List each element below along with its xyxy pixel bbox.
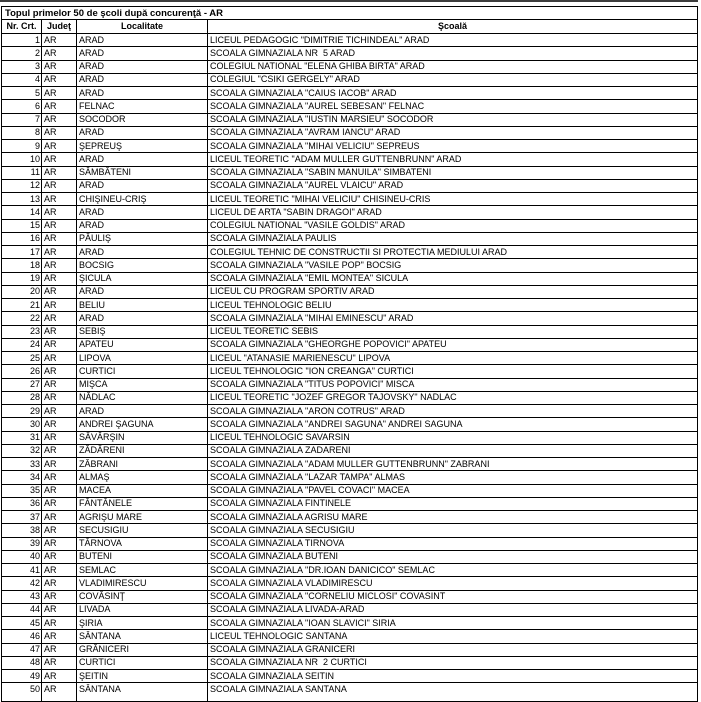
cell-scoala: SCOALA GIMNAZIALA ZADARENI <box>210 445 351 456</box>
cell-judet: AR <box>42 365 77 377</box>
table-row <box>2 167 697 180</box>
cell-judet: AR <box>42 312 77 324</box>
cell-nr: 48 <box>2 657 42 669</box>
cell-judet: AR <box>42 498 77 510</box>
cell-scoala: SCOALA GIMNAZIALA "MIHAI VELICIU" SEPREUS <box>210 140 420 151</box>
cell-scoala: SCOALA GIMNAZIALA FINTINELE <box>210 498 352 509</box>
cell-nr: 37 <box>2 511 42 523</box>
cell-nr: 9 <box>2 140 42 152</box>
cell-judet: AR <box>42 34 77 46</box>
cell-nr: 40 <box>2 551 42 563</box>
table-row <box>2 551 697 564</box>
cell-judet: AR <box>42 153 77 165</box>
cell-nr: 16 <box>2 233 42 245</box>
table-row <box>2 273 697 286</box>
cell-scoala: COLEGIUL NATIONAL "ELENA GHIBA BIRTA" ARAD <box>210 61 425 72</box>
table-row <box>2 100 697 113</box>
cell-judet: AR <box>42 630 77 642</box>
top-rule <box>0 0 698 2</box>
table-row <box>2 564 697 577</box>
table-row <box>2 418 697 431</box>
table-header-row <box>2 20 697 34</box>
cell-judet: AR <box>42 591 77 603</box>
cell-nr: 44 <box>2 604 42 616</box>
cell-nr: 12 <box>2 180 42 192</box>
table-row <box>2 339 697 352</box>
cell-localitate: ALMAŞ <box>77 471 208 483</box>
cell-scoala: SCOALA GIMNAZIALA "AVRAM IANCU" ARAD <box>210 127 401 138</box>
cell-judet: AR <box>42 286 77 298</box>
cell-judet: AR <box>42 299 77 311</box>
cell-scoala: SCOALA GIMNAZIALA NR 5 ARAD <box>210 47 356 58</box>
cell-localitate: VLADIMIRESCU <box>77 577 208 589</box>
cell-nr: 30 <box>2 418 42 430</box>
cell-judet: AR <box>42 564 77 576</box>
table-row <box>2 683 697 696</box>
cell-judet: AR <box>42 551 77 563</box>
cell-localitate: ŞICULA <box>77 273 208 285</box>
table-row <box>2 140 697 153</box>
cell-scoala: LICEUL TEORETIC "JOZEF GREGOR TAJOVSKY" NADLAC <box>210 392 457 403</box>
cell-nr: 41 <box>2 564 42 576</box>
cell-judet: AR <box>42 61 77 73</box>
cell-localitate: ARAD <box>77 286 208 298</box>
cell-nr: 31 <box>2 432 42 444</box>
table-row <box>2 34 697 47</box>
cell-nr: 1 <box>2 34 42 46</box>
cell-localitate: AGRIŞU MARE <box>77 511 208 523</box>
cell-judet: AR <box>42 418 77 430</box>
table-row <box>2 74 697 87</box>
cell-scoala: COLEGIUL NATIONAL "VASILE GOLDIS" ARAD <box>210 220 405 231</box>
cell-localitate: CHIŞINEU-CRIŞ <box>77 193 208 205</box>
cell-judet: AR <box>42 458 77 470</box>
table-row <box>2 114 697 127</box>
cell-scoala: LICEUL TEORETIC "MIHAI VELICIU" CHISINEU-CRIS <box>210 193 431 204</box>
cell-scoala: SCOALA GIMNAZIALA "TITUS POPOVICI" MISCA <box>210 379 415 390</box>
cell-localitate: CURTICI <box>77 657 208 669</box>
cell-scoala: COLEGIUL "CSIKI GERGELY" ARAD <box>210 74 360 85</box>
cell-scoala: SCOALA GIMNAZIALA "SABIN MANUILA" SIMBATENI <box>210 167 432 178</box>
cell-nr: 18 <box>2 259 42 271</box>
cell-scoala: SCOALA GIMNAZIALA "ADAM MULLER GUTTENBRUNN" ZABRANI <box>210 458 490 469</box>
table-row <box>2 299 697 312</box>
cell-scoala: SCOALA GIMNAZIALA LIVADA-ARAD <box>210 604 365 615</box>
cell-judet: AR <box>42 220 77 232</box>
cell-localitate: SĂVÂRŞIN <box>77 432 208 444</box>
table-row <box>2 485 697 498</box>
cell-nr: 3 <box>2 61 42 73</box>
cell-scoala: SCOALA GIMNAZIALA GRANICERI <box>210 644 356 655</box>
table-row <box>2 591 697 604</box>
cell-judet: AR <box>42 432 77 444</box>
cell-scoala: SCOALA GIMNAZIALA PAULIS <box>210 233 337 244</box>
cell-nr: 46 <box>2 630 42 642</box>
table-row <box>2 312 697 325</box>
cell-scoala: SCOALA GIMNAZIALA "AUREL VLAICU" ARAD <box>210 180 404 191</box>
cell-localitate: LIVADA <box>77 604 208 616</box>
cell-nr: 28 <box>2 392 42 404</box>
column-header-nr: Nr. Crt. <box>2 20 42 33</box>
cell-judet: AR <box>42 604 77 616</box>
cell-localitate: ZĂBRANI <box>77 458 208 470</box>
cell-nr: 19 <box>2 273 42 285</box>
table-row <box>2 87 697 100</box>
cell-scoala: SCOALA GIMNAZIALA "LAZAR TAMPA" ALMAS <box>210 471 405 482</box>
cell-localitate: ARAD <box>77 312 208 324</box>
cell-localitate: ARAD <box>77 34 208 46</box>
cell-scoala: SCOALA GIMNAZIALA TIRNOVA <box>210 538 345 549</box>
cell-nr: 24 <box>2 339 42 351</box>
cell-localitate: ZĂDĂRENI <box>77 445 208 457</box>
cell-judet: AR <box>42 100 77 112</box>
cell-scoala: LICEUL TEHNOLOGIC BELIU <box>210 299 332 310</box>
cell-nr: 39 <box>2 538 42 550</box>
cell-nr: 47 <box>2 644 42 656</box>
cell-nr: 32 <box>2 445 42 457</box>
cell-localitate: ŞIRIA <box>77 617 208 629</box>
table-row <box>2 259 697 272</box>
table-row <box>2 458 697 471</box>
table-row <box>2 127 697 140</box>
cell-judet: AR <box>42 259 77 271</box>
table-row <box>2 206 697 219</box>
table-title: Topul primelor 50 de şcoli după concurenţă - AR <box>2 7 697 20</box>
cell-judet: AR <box>42 246 77 258</box>
cell-nr: 11 <box>2 167 42 179</box>
cell-judet: AR <box>42 538 77 550</box>
cell-localitate: ARAD <box>77 206 208 218</box>
cell-judet: AR <box>42 670 77 682</box>
cell-nr: 27 <box>2 379 42 391</box>
cell-localitate: ARAD <box>77 47 208 59</box>
cell-judet: AR <box>42 471 77 483</box>
cell-localitate: ŞEITIN <box>77 670 208 682</box>
cell-localitate: BUTENI <box>77 551 208 563</box>
cell-nr: 26 <box>2 365 42 377</box>
cell-scoala: SCOALA GIMNAZIALA NR 2 CURTICI <box>210 657 367 668</box>
cell-judet: AR <box>42 577 77 589</box>
cell-judet: AR <box>42 140 77 152</box>
table-row <box>2 670 697 683</box>
cell-judet: AR <box>42 180 77 192</box>
cell-localitate: APATEU <box>77 339 208 351</box>
cell-nr: 45 <box>2 617 42 629</box>
cell-judet: AR <box>42 524 77 536</box>
table-row <box>2 246 697 259</box>
cell-scoala: SCOALA GIMNAZIALA "CAIUS IACOB" ARAD <box>210 87 397 98</box>
column-header-judet: Judeţ <box>42 20 77 33</box>
table-row <box>2 445 697 458</box>
cell-judet: AR <box>42 339 77 351</box>
cell-scoala: COLEGIUL TEHNIC DE CONSTRUCTII SI PROTECTIA MEDIULUI ARAD <box>210 246 508 257</box>
cell-localitate: CURTICI <box>77 365 208 377</box>
cell-scoala: SCOALA GIMNAZIALA SEITIN <box>210 670 335 681</box>
cell-nr: 34 <box>2 471 42 483</box>
table-row <box>2 471 697 484</box>
cell-localitate: ARAD <box>77 87 208 99</box>
table-row <box>2 392 697 405</box>
table-row <box>2 47 697 60</box>
cell-localitate: SEMLAC <box>77 564 208 576</box>
cell-localitate: SÂMBĂTENI <box>77 167 208 179</box>
cell-scoala: LICEUL PEDAGOGIC "DIMITRIE TICHINDEAL" ARAD <box>210 34 430 45</box>
table-row <box>2 538 697 551</box>
cell-localitate: MIŞCA <box>77 379 208 391</box>
cell-nr: 2 <box>2 47 42 59</box>
cell-judet: AR <box>42 193 77 205</box>
table-row <box>2 511 697 524</box>
cell-localitate: LIPOVA <box>77 352 208 364</box>
cell-scoala: SCOALA GIMNAZIALA "IUSTIN MARSIEU" SOCODOR <box>210 114 434 125</box>
cell-judet: AR <box>42 511 77 523</box>
cell-scoala: SCOALA GIMNAZIALA "DR.IOAN DANICICO" SEMLAC <box>210 564 435 575</box>
cell-localitate: ARAD <box>77 74 208 86</box>
cell-localitate: SÂNTANA <box>77 630 208 642</box>
cell-nr: 20 <box>2 286 42 298</box>
cell-nr: 29 <box>2 405 42 417</box>
cell-scoala: SCOALA GIMNAZIALA SECUSIGIU <box>210 524 355 535</box>
cell-nr: 43 <box>2 591 42 603</box>
cell-nr: 6 <box>2 100 42 112</box>
cell-scoala: LICEUL TEORETIC "ADAM MULLER GUTTENBRUNN" ARAD <box>210 153 462 164</box>
cell-nr: 38 <box>2 524 42 536</box>
cell-nr: 21 <box>2 299 42 311</box>
table-row <box>2 352 697 365</box>
cell-localitate: ARAD <box>77 127 208 139</box>
table-row <box>2 153 697 166</box>
cell-judet: AR <box>42 657 77 669</box>
cell-localitate: TÂRNOVA <box>77 538 208 550</box>
cell-scoala: SCOALA GIMNAZIALA "GHEORGHE POPOVICI" APATEU <box>210 339 447 350</box>
cell-judet: AR <box>42 47 77 59</box>
cell-scoala: LICEUL TEHNOLOGIC SANTANA <box>210 630 348 641</box>
table-row <box>2 180 697 193</box>
table-row <box>2 498 697 511</box>
cell-localitate: ŞEPREUŞ <box>77 140 208 152</box>
cell-localitate: ARAD <box>77 405 208 417</box>
cell-judet: AR <box>42 167 77 179</box>
cell-localitate: ARAD <box>77 61 208 73</box>
cell-localitate: FÂNTÂNELE <box>77 498 208 510</box>
cell-nr: 42 <box>2 577 42 589</box>
cell-localitate: FELNAC <box>77 100 208 112</box>
cell-nr: 50 <box>2 683 42 696</box>
table-row <box>2 630 697 643</box>
cell-localitate: ARAD <box>77 153 208 165</box>
table-row <box>2 365 697 378</box>
cell-scoala: SCOALA GIMNAZIALA "MIHAI EMINESCU" ARAD <box>210 312 414 323</box>
cell-localitate: ANDREI ŞAGUNA <box>77 418 208 430</box>
cell-nr: 8 <box>2 127 42 139</box>
cell-nr: 23 <box>2 326 42 338</box>
table-row <box>2 286 697 299</box>
cell-scoala: LICEUL CU PROGRAM SPORTIV ARAD <box>210 286 375 297</box>
cell-judet: AR <box>42 644 77 656</box>
cell-nr: 15 <box>2 220 42 232</box>
cell-scoala: SCOALA GIMNAZIALA VLADIMIRESCU <box>210 577 373 588</box>
cell-judet: AR <box>42 352 77 364</box>
cell-scoala: SCOALA GIMNAZIALA SANTANA <box>210 684 347 695</box>
cell-judet: AR <box>42 114 77 126</box>
schools-table <box>1 6 698 702</box>
cell-localitate: PĂULIŞ <box>77 233 208 245</box>
cell-nr: 17 <box>2 246 42 258</box>
cell-scoala: LICEUL "ATANASIE MARIENESCU" LIPOVA <box>210 352 391 363</box>
cell-judet: AR <box>42 379 77 391</box>
cell-judet: AR <box>42 326 77 338</box>
table-row <box>2 61 697 74</box>
cell-judet: AR <box>42 617 77 629</box>
cell-scoala: SCOALA GIMNAZIALA "EMIL MONTEA" SICULA <box>210 273 409 284</box>
cell-nr: 10 <box>2 153 42 165</box>
cell-localitate: ARAD <box>77 180 208 192</box>
table-row <box>2 193 697 206</box>
cell-nr: 4 <box>2 74 42 86</box>
cell-scoala: SCOALA GIMNAZIALA "AUREL SEBESAN" FELNAC <box>210 100 425 111</box>
cell-nr: 25 <box>2 352 42 364</box>
cell-judet: AR <box>42 233 77 245</box>
cell-localitate: SÂNTANA <box>77 683 208 696</box>
table-row <box>2 432 697 445</box>
cell-nr: 35 <box>2 485 42 497</box>
table-row <box>2 379 697 392</box>
cell-localitate: ARAD <box>77 246 208 258</box>
cell-nr: 33 <box>2 458 42 470</box>
table-row <box>2 577 697 590</box>
cell-scoala: LICEUL TEORETIC SEBIS <box>210 326 319 337</box>
cell-judet: AR <box>42 206 77 218</box>
cell-scoala: SCOALA GIMNAZIALA "ANDREI SAGUNA" ANDREI SAGUNA <box>210 418 463 429</box>
cell-localitate: BOCSIG <box>77 259 208 271</box>
cell-nr: 36 <box>2 498 42 510</box>
cell-judet: AR <box>42 74 77 86</box>
cell-scoala: SCOALA GIMNAZIALA BUTENI <box>210 551 339 562</box>
cell-judet: AR <box>42 273 77 285</box>
cell-scoala: LICEUL TEHNOLOGIC "ION CREANGA" CURTICI <box>210 365 414 376</box>
table-row <box>2 405 697 418</box>
cell-scoala: SCOALA GIMNAZIALA "VASILE POP" BOCSIG <box>210 259 402 270</box>
cell-localitate: COVĂSINŢ <box>77 591 208 603</box>
table-row <box>2 326 697 339</box>
cell-localitate: MACEA <box>77 485 208 497</box>
table-body <box>2 34 697 697</box>
cell-judet: AR <box>42 392 77 404</box>
cell-nr: 13 <box>2 193 42 205</box>
table-row <box>2 220 697 233</box>
table-row <box>2 604 697 617</box>
cell-localitate: SEBIŞ <box>77 326 208 338</box>
column-header-scoala: Şcoală <box>437 21 468 31</box>
cell-judet: AR <box>42 87 77 99</box>
table-row <box>2 524 697 537</box>
cell-localitate: NĂDLAC <box>77 392 208 404</box>
cell-scoala: SCOALA GIMNAZIALA "PAVEL COVACI" MACEA <box>210 485 410 496</box>
table-row <box>2 644 697 657</box>
cell-scoala: SCOALA GIMNAZIALA AGRISU MARE <box>210 511 368 522</box>
cell-judet: AR <box>42 445 77 457</box>
cell-scoala: SCOALA GIMNAZIALA "IOAN SLAVICI" SIRIA <box>210 617 396 628</box>
cell-nr: 22 <box>2 312 42 324</box>
cell-nr: 49 <box>2 670 42 682</box>
cell-judet: AR <box>42 683 77 696</box>
cell-judet: AR <box>42 485 77 497</box>
cell-localitate: BELIU <box>77 299 208 311</box>
cell-scoala: SCOALA GIMNAZIALA "ARON COTRUS" ARAD <box>210 405 405 416</box>
cell-judet: AR <box>42 127 77 139</box>
cell-scoala: LICEUL TEHNOLOGIC SAVARSIN <box>210 432 350 443</box>
cell-nr: 5 <box>2 87 42 99</box>
cell-nr: 7 <box>2 114 42 126</box>
cell-scoala: LICEUL DE ARTA "SABIN DRAGOI" ARAD <box>210 206 382 217</box>
column-header-localitate: Localitate <box>77 20 208 33</box>
table-row <box>2 233 697 246</box>
cell-scoala: SCOALA GIMNAZIALA "CORNELIU MICLOSI" COVASINT <box>210 591 446 602</box>
cell-localitate: SECUSIGIU <box>77 524 208 536</box>
cell-nr: 14 <box>2 206 42 218</box>
table-row <box>2 617 697 630</box>
cell-judet: AR <box>42 405 77 417</box>
cell-localitate: ARAD <box>77 220 208 232</box>
cell-localitate: GRĂNICERI <box>77 644 208 656</box>
cell-localitate: SOCODOR <box>77 114 208 126</box>
table-row <box>2 657 697 670</box>
